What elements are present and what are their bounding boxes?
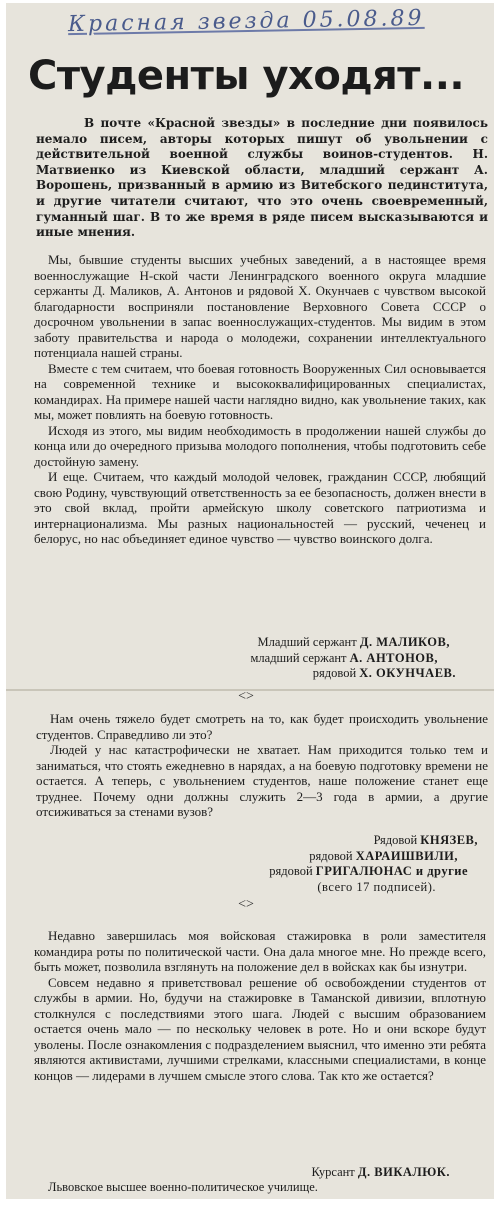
letter-1-paragraph: И еще. Считаем, что каждый молодой человек, гражданин СССР, любящий свою Родину, чувствующий ответственность за ее безопасность, должен внести в это свой вклад, пройти армейскую школу советского патриотизма и интернационализма. Мы разных национальностей — русский, чеченец и белорус, но нас объединяет единое чувство — чувство воинского долга. bbox=[34, 469, 486, 546]
letter-1-signatures bbox=[84, 635, 484, 682]
section-divider: <> bbox=[238, 897, 254, 912]
signature-line: Младший сержант Д. МАЛИКОВ, bbox=[257, 635, 450, 649]
section-divider: <> bbox=[238, 689, 254, 704]
letter-2-body bbox=[36, 711, 488, 820]
letter-3-paragraph: Совсем недавно я приветствовал решение об освобождении студентов от службы в армии. Но, будучи на стажировке в Таманской дивизии, вплотную столкнулся с последствиями этого шага. Людей с высшим образованием остается очень мало — по нескольку человек в роте. Но и они вскоре будут уволены. После ознакомления с подразделением выяснил, что именно эти ребята являются активистами, лучшими стрелками, классными специалистами, в конце концов — лидерами в лучшем смысле этого слова. Так кто же остается? bbox=[34, 974, 486, 1083]
letter-3-school: Львовское высшее военно-политическое училище. bbox=[48, 1180, 318, 1194]
signature-line: рядовой ГРИГАЛЮНАС и другие bbox=[269, 864, 468, 878]
letter-2-paragraph: Людей у нас катастрофически не хватает. Нам приходится только тем и заниматься, что стоять ежедневно в нарядах, а на боевую подготовку времени не остается. А теперь, с увольнением студентов, наше положение станет еще труднее. Почему одни должны служить 2—3 года в армии, а другие отсиживаться за стенами вузов? bbox=[36, 742, 488, 819]
signature-line: рядовой ХАРАИШВИЛИ, bbox=[309, 848, 458, 863]
letter-3-body bbox=[34, 928, 486, 1083]
signature-line: младший сержант А. АНТОНОВ, bbox=[250, 650, 438, 665]
signature-line: рядовой Х. ОКУНЧАЕВ. bbox=[312, 666, 456, 680]
letter-3-signatures bbox=[84, 1165, 484, 1181]
letter-1-paragraph: Мы, бывшие студенты высших учебных заведений, а в настоящее время военнослужащие Н-ской части Ленинградского военного округа младшие сержанты Д. Маликов, А. Антонов и рядовой Х. Окунчаев с чувством высокой благодарности восприняли постановление Верховного Совета СССР о досрочном увольнении в запас военнослужащих-студентов. Мы видим в этом заботу правительства и народа о молодежи, сохранении интеллектуального потенциала нашей страны. bbox=[34, 252, 486, 360]
signature-line: Курсант Д. ВИКАЛЮК. bbox=[311, 1165, 450, 1179]
letter-1-body bbox=[34, 252, 486, 547]
newspaper-clipping bbox=[6, 3, 494, 1199]
letter-3-paragraph: Недавно завершилась моя войсковая стажировка в роли заместителя командира роты по политической части. Она дала многое мне. Но прежде всего, быть может, позволила взглянуть на положение дел в войсках как бы изнутри. bbox=[34, 928, 486, 974]
letter-2-signatures bbox=[84, 833, 484, 895]
headline: Студенты уходят... bbox=[28, 53, 465, 99]
signature-line: Рядовой КНЯЗЕВ, bbox=[373, 833, 478, 847]
letter-1-paragraph: Вместе с тем считаем, что боевая готовность Вооруженных Сил основывается на современной технике и высококвалифицированных специалистах, командирах. На примере нашей части наглядно видно, как увольнение таких, как мы, может повлиять на боевую готовность. bbox=[34, 360, 486, 422]
letter-1-paragraph: Исходя из этого, мы видим необходимость в продолжении нашей службы до конца или до очередного призыва молодого пополнения, чтобы подготовить себе достойную замену. bbox=[34, 422, 486, 469]
lead-paragraph: В почте «Красной звезды» в последние дни появилось немало писем, авторы которых пишут об увольнении с действительной военной службы воинов-студентов. Н. Матвиенко из Киевской области, младший сержант А. Ворошень, призванный в армию из Витебского пединститута, и другие читатели считают, что это очень своевременный, гуманный шаг. В то же время в ряде писем высказываются и иные мнения. bbox=[36, 116, 488, 240]
signature-line: (всего 17 подписей). bbox=[317, 879, 436, 894]
letter-2-paragraph: Нам очень тяжело будет смотреть на то, как будет происходить увольнение студентов. Справедливо ли это? bbox=[36, 711, 488, 742]
handwritten-date-note: Красная звезда 05.08.89 bbox=[67, 5, 425, 38]
